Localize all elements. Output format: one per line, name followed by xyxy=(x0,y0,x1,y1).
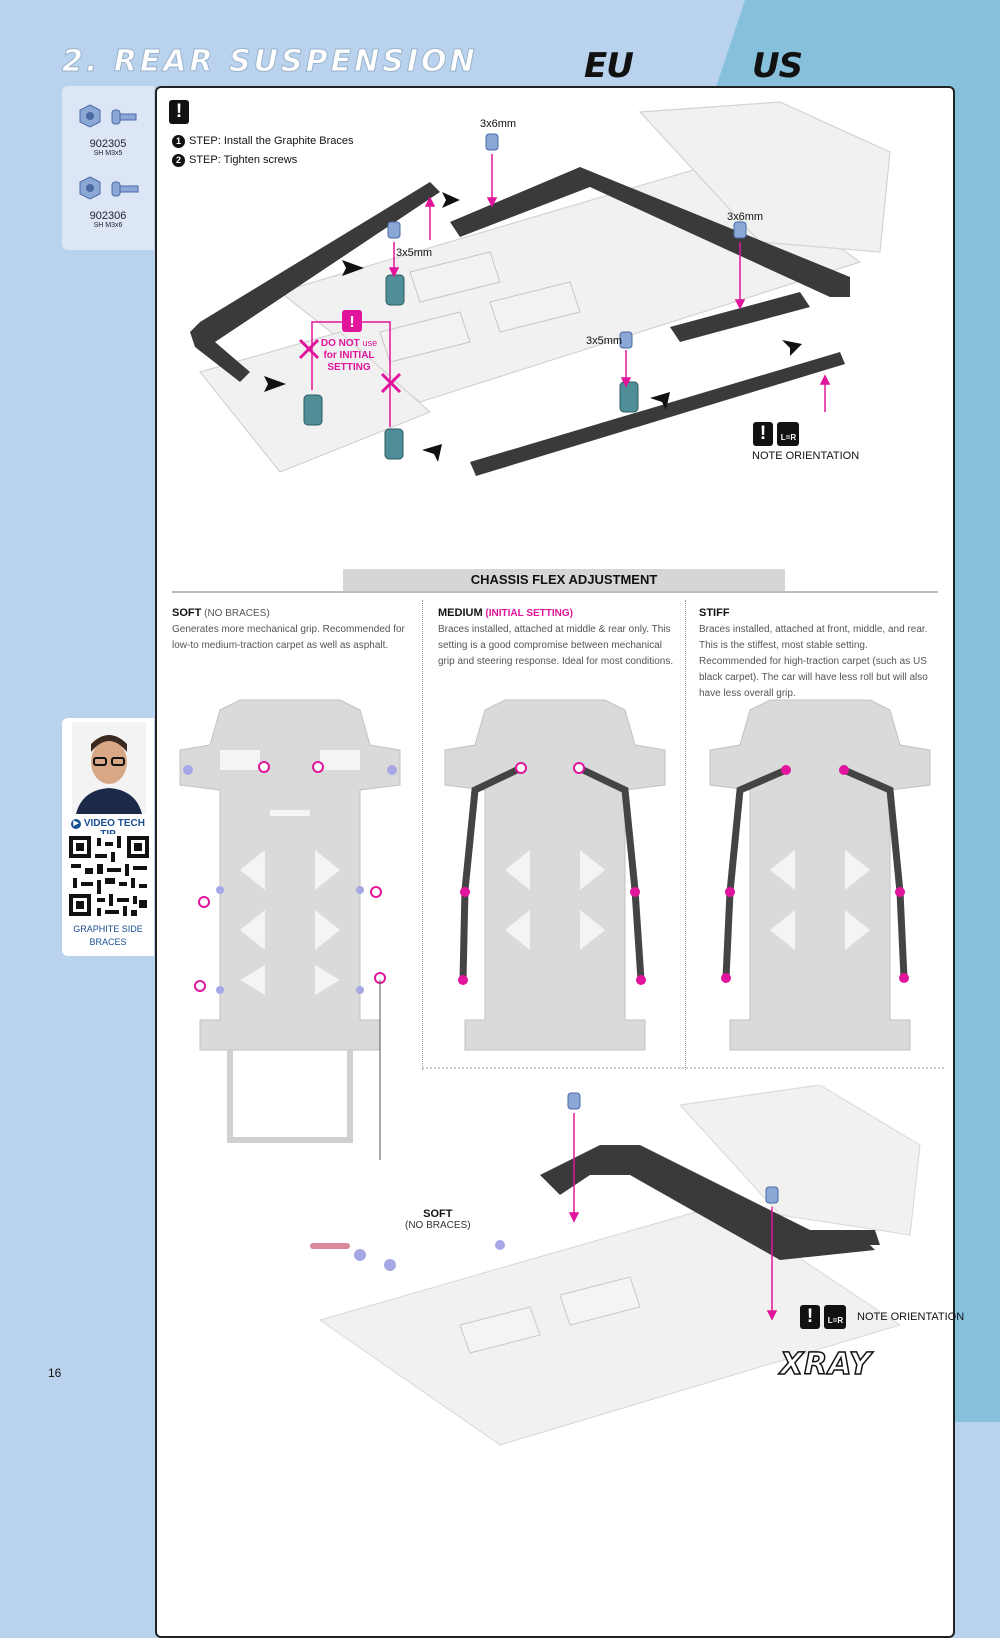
note-orientation-label: NOTE ORIENTATION xyxy=(857,1311,965,1323)
part-902305 xyxy=(62,138,154,157)
soft-description: Generates more mechanical grip. Recommended for low-to medium-traction carpet as well as asphalt. xyxy=(172,624,405,651)
screw-902306-icon xyxy=(76,174,142,204)
medium-subtitle: (INITIAL SETTING) xyxy=(485,608,573,619)
section-heading: CHASSIS FLEX ADJUSTMENT xyxy=(343,569,785,591)
warning-icon: ! xyxy=(753,422,773,446)
page-number: 16 xyxy=(48,1366,62,1380)
screw-size-label: 3x6mm xyxy=(727,211,764,223)
svg-text:!: ! xyxy=(349,314,355,331)
part-code: 902305 xyxy=(89,138,127,150)
video-tip-text: VIDEO TECH xyxy=(83,818,145,829)
orientation-icons xyxy=(753,422,799,446)
step-text: Tighten screws xyxy=(223,154,298,166)
step-text: Install the Graphite Braces xyxy=(223,135,354,147)
page-title: 2. REAR SUSPENSION xyxy=(62,44,478,79)
stiff-description: Braces installed, attached at front, middle, and rear. This is the stiffest, most stable setting. Recommended for high-traction carpet (such as US black carpet). The car will have less roll but will also have less overall grip. xyxy=(699,624,928,699)
warning-icon: ! xyxy=(169,100,189,124)
warning-line: use xyxy=(362,338,378,348)
rear-suspension-assembly-illustration xyxy=(160,92,948,542)
medium-title: MEDIUM xyxy=(438,607,483,619)
parts-card xyxy=(62,86,154,250)
qr-code-icon[interactable] xyxy=(67,834,151,918)
step-label: STEP: xyxy=(189,154,221,166)
stiff-title: STIFF xyxy=(699,607,730,619)
section-divider xyxy=(172,591,938,593)
soft-subtitle: (NO BRACES) xyxy=(405,1220,471,1231)
medium-description: Braces installed, attached at middle & rear only. This setting is a good compromise between mechanical grip and steering response. Ideal for most conditions. xyxy=(438,624,674,667)
step-number: 1 xyxy=(172,135,185,148)
lr-badge: L=R xyxy=(824,1305,846,1329)
soft-title: SOFT xyxy=(423,1208,453,1220)
screw-size-label: 3x5mm xyxy=(396,247,433,259)
screw-902305-icon xyxy=(76,102,142,132)
part-desc: SH M3x6 xyxy=(93,222,123,229)
warning-line: for INITIAL xyxy=(323,350,375,361)
soft-subtitle: (NO BRACES) xyxy=(204,608,270,619)
do-not-use-warning xyxy=(318,337,380,374)
region-eu-logo: EU xyxy=(584,46,633,86)
bottom-orientation-icons xyxy=(800,1305,846,1329)
part-902306 xyxy=(62,210,154,229)
soft-title: SOFT xyxy=(172,607,202,619)
note-orientation-label: NOTE ORIENTATION xyxy=(752,450,860,462)
part-desc: SH M3x5 xyxy=(93,150,123,157)
part-code: 902306 xyxy=(89,210,127,222)
screw-size-label: 3x6mm xyxy=(480,118,517,130)
presenter-photo xyxy=(72,722,146,814)
bottom-soft-label xyxy=(405,1208,471,1231)
stiff-column xyxy=(699,605,937,702)
caption-line: BRACES xyxy=(89,937,127,947)
screw-size-label: 3x5mm xyxy=(586,335,623,347)
step-label: STEP: xyxy=(189,135,221,147)
region-us-logo: US xyxy=(752,46,803,86)
warning-line: DO NOT xyxy=(320,338,360,349)
play-icon: ▶ xyxy=(71,819,81,829)
lr-badge: L=R xyxy=(777,422,799,446)
brand-logo: XRAY xyxy=(780,1347,872,1382)
caption-line: GRAPHITE SIDE xyxy=(73,924,143,934)
soft-column xyxy=(172,605,410,654)
warning-line: SETTING xyxy=(327,362,371,373)
step-number: 2 xyxy=(172,154,185,167)
video-tech-tip-card[interactable] xyxy=(62,718,154,956)
warning-icon: ! xyxy=(800,1305,820,1329)
medium-column xyxy=(438,605,676,670)
video-caption xyxy=(62,923,154,949)
